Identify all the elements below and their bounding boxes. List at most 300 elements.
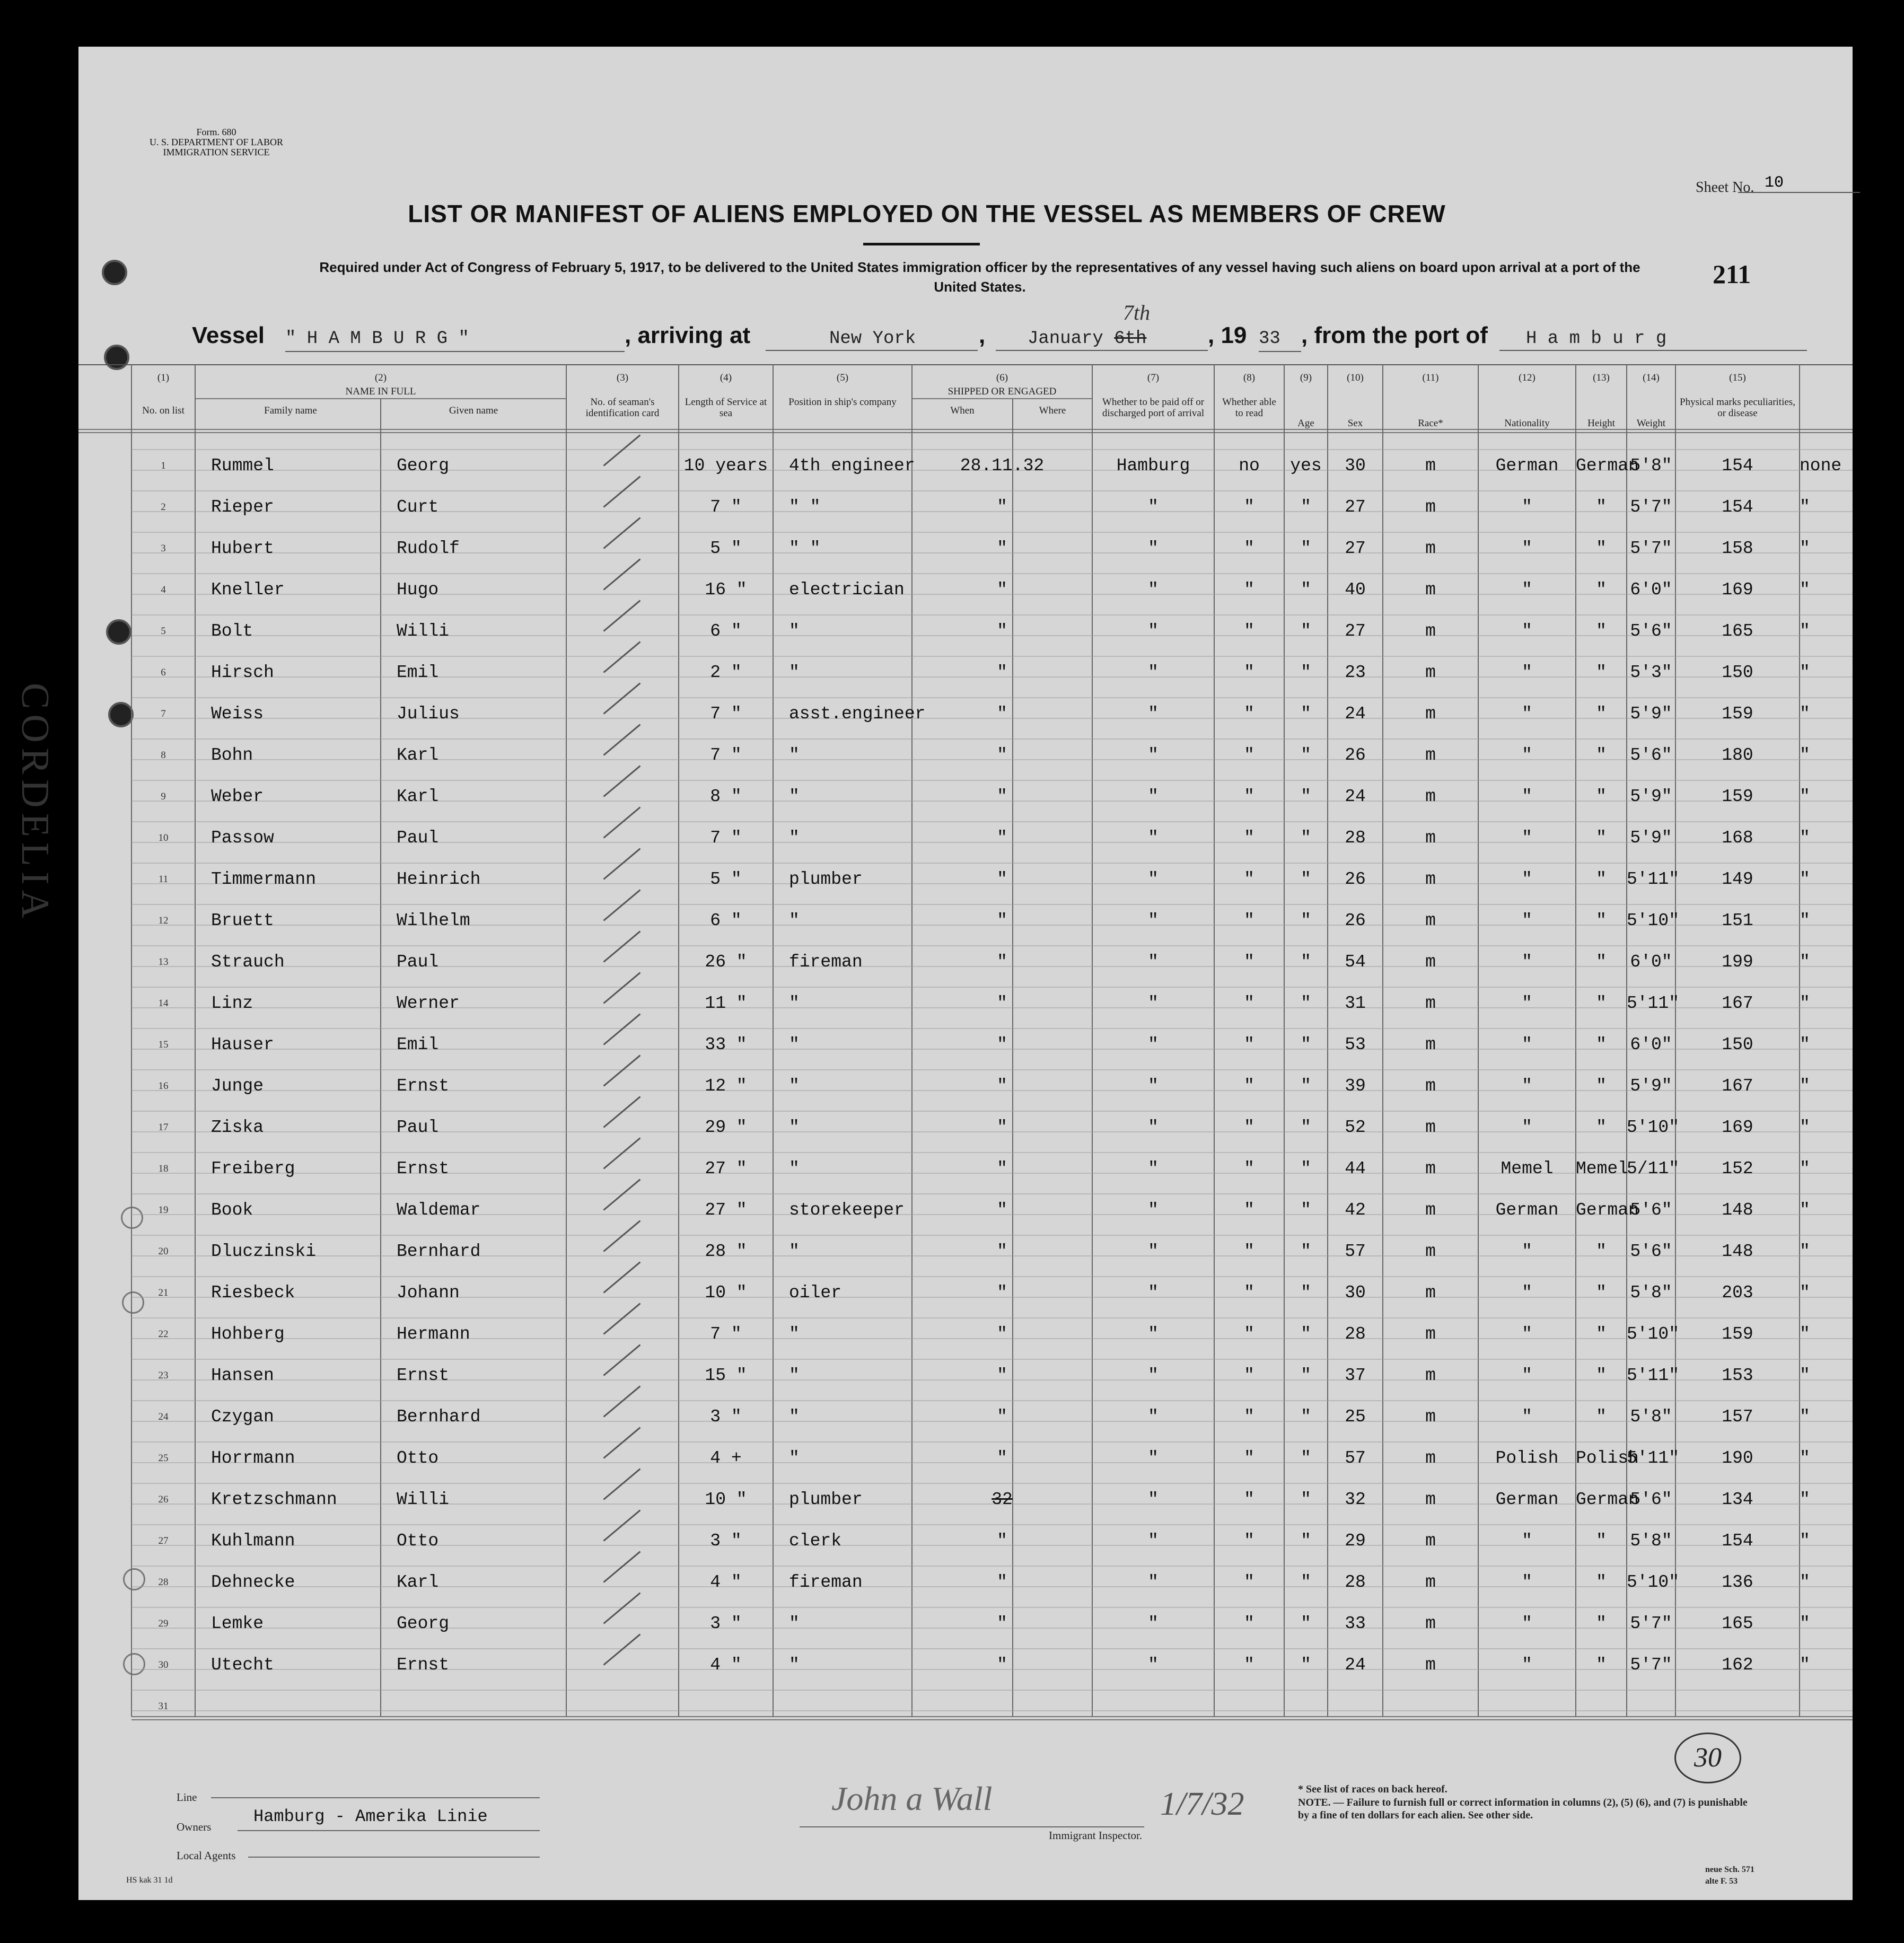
cell-family: Kneller — [211, 580, 285, 600]
cell-n: 21 — [158, 1287, 169, 1298]
cell-age: 26 — [1345, 869, 1366, 889]
cell-height: 6'0" — [1630, 952, 1672, 972]
cell-height: 5'9" — [1630, 704, 1672, 724]
cell-service: 11 " — [705, 994, 747, 1013]
cell-given: Bernhard — [397, 1242, 481, 1261]
cell-height: 6'0" — [1630, 1035, 1672, 1054]
cell-race: " — [1522, 1531, 1532, 1551]
cell-paid: " — [1244, 621, 1254, 641]
cell-where: " — [1148, 745, 1159, 765]
cell-weight: 169 — [1722, 1118, 1753, 1137]
cell-race: " — [1522, 1035, 1532, 1054]
cell-age: 57 — [1345, 1448, 1366, 1468]
cell-marks: " — [1800, 1324, 1810, 1344]
margin-note: CORDELIA — [13, 683, 57, 924]
cell-age: 30 — [1345, 456, 1366, 476]
cell-sex: m — [1425, 787, 1436, 806]
cell-service: 27 " — [705, 1159, 747, 1179]
cell-when: " — [997, 869, 1007, 889]
cell-given: Hugo — [397, 580, 439, 600]
cell-n: 27 — [158, 1535, 169, 1546]
cell-height: 5'7" — [1630, 497, 1672, 517]
cell-paid: " — [1244, 911, 1254, 930]
cell-sex: m — [1425, 621, 1436, 641]
cell-nat: " — [1596, 828, 1607, 848]
cell-age: 53 — [1345, 1035, 1366, 1054]
cell-n: 17 — [158, 1122, 169, 1133]
cell-height: 5'6" — [1630, 1200, 1672, 1220]
cell-marks: " — [1800, 911, 1810, 930]
cell-age: 26 — [1345, 745, 1366, 765]
cell-height: 5'8" — [1630, 1531, 1672, 1551]
cell-age: 37 — [1345, 1366, 1366, 1385]
cell-family: Dehnecke — [211, 1572, 295, 1592]
cell-read: " — [1301, 1407, 1311, 1427]
cell-when: " — [997, 1076, 1007, 1096]
cell-n: 12 — [158, 915, 169, 926]
cell-paid: " — [1244, 1448, 1254, 1468]
cell-given: Ernst — [397, 1366, 450, 1385]
subheader-where: Where — [1039, 405, 1066, 416]
cell-nat: German — [1576, 1490, 1639, 1509]
cell-n: 28 — [158, 1577, 169, 1588]
cell-when: " — [997, 745, 1007, 765]
cell-when: " — [997, 787, 1007, 806]
cell-weight: 159 — [1722, 704, 1753, 724]
cell-height: 5'9" — [1630, 1076, 1672, 1096]
cell-n: 3 — [161, 543, 166, 554]
cell-nat: " — [1596, 1366, 1607, 1385]
cell-height: 5'3" — [1630, 663, 1672, 682]
cell-age: 54 — [1345, 952, 1366, 972]
cell-height: 5'6" — [1630, 745, 1672, 765]
cell-sex: m — [1425, 1490, 1436, 1509]
cell-n: 19 — [158, 1205, 169, 1216]
cell-nat: " — [1596, 1324, 1607, 1344]
cell-family: Hansen — [211, 1366, 274, 1385]
cell-n: 13 — [158, 956, 169, 968]
cell-position: " — [789, 1655, 800, 1675]
cell-position: 4th engineer — [789, 456, 915, 476]
cell-nat: " — [1596, 745, 1607, 765]
cell-when: " — [997, 704, 1007, 724]
owners-line — [238, 1829, 540, 1831]
cell-given: Emil — [397, 1035, 439, 1054]
cell-where: " — [1148, 539, 1159, 558]
cell-when: " — [997, 1242, 1007, 1261]
column-number: (8) — [1243, 372, 1256, 383]
cell-family: Timmermann — [211, 869, 317, 889]
cell-age: 28 — [1345, 1572, 1366, 1592]
cell-where: " — [1148, 1283, 1159, 1303]
cell-weight: 203 — [1722, 1283, 1753, 1303]
cell-service: 29 " — [705, 1118, 747, 1137]
cell-read: " — [1301, 1572, 1311, 1592]
cell-n: 10 — [158, 832, 169, 843]
cell-weight: 154 — [1722, 456, 1753, 476]
cell-where: " — [1148, 1448, 1159, 1468]
cell-age: 26 — [1345, 911, 1366, 930]
cell-marks: " — [1800, 828, 1810, 848]
cell-n: 5 — [161, 626, 166, 637]
cell-nat: German — [1576, 456, 1639, 476]
agents-line — [248, 1856, 540, 1858]
cell-nat: Memel — [1576, 1159, 1629, 1179]
cell-service: 6 " — [710, 911, 742, 930]
from-label: , from the port of — [1301, 322, 1488, 348]
cell-when: " — [997, 994, 1007, 1013]
cell-age: 24 — [1345, 1655, 1366, 1675]
cell-service: 3 " — [710, 1531, 742, 1551]
cell-given: Ernst — [397, 1655, 450, 1675]
cell-read: " — [1301, 911, 1311, 930]
cell-paid: " — [1244, 1242, 1254, 1261]
cell-read: " — [1301, 1283, 1311, 1303]
cell-where: " — [1148, 1655, 1159, 1675]
cell-marks: " — [1800, 580, 1810, 600]
cell-paid: " — [1244, 1159, 1254, 1179]
cell-n: 11 — [158, 874, 169, 885]
cell-family: Passow — [211, 828, 274, 848]
cell-given: Georg — [397, 456, 450, 476]
cell-age: 25 — [1345, 1407, 1366, 1427]
cell-when: " — [997, 1407, 1007, 1427]
cell-weight: 149 — [1722, 869, 1753, 889]
cell-sex: m — [1425, 1407, 1436, 1427]
cell-when: " — [997, 497, 1007, 517]
cell-when: 28.11.32 — [960, 456, 1045, 476]
column-header: NAME IN FULL — [345, 386, 416, 397]
cell-given: Paul — [397, 1118, 439, 1137]
cell-when: 32 — [992, 1490, 1013, 1509]
cell-age: 32 — [1345, 1490, 1366, 1509]
cell-nat: " — [1596, 952, 1607, 972]
cell-height: 5'11" — [1627, 869, 1680, 889]
cell-marks: " — [1800, 1407, 1810, 1427]
cell-paid: " — [1244, 1118, 1254, 1137]
cell-where: " — [1148, 1531, 1159, 1551]
cell-n: 29 — [158, 1618, 169, 1629]
cell-nat: " — [1596, 787, 1607, 806]
form-number: Form. 680 — [196, 127, 236, 137]
cell-position: " " — [789, 497, 821, 517]
sheet-number: 10 — [1738, 174, 1860, 193]
cell-height: 5'8" — [1630, 1283, 1672, 1303]
cell-service: 7 " — [710, 704, 742, 724]
cell-given: Bernhard — [397, 1407, 481, 1427]
cell-age: 33 — [1345, 1614, 1366, 1633]
cell-given: Wilhelm — [397, 911, 470, 930]
cell-nat: " — [1596, 1531, 1607, 1551]
cell-marks: " — [1800, 745, 1810, 765]
cell-race: " — [1522, 580, 1532, 600]
cell-when: " — [997, 1614, 1007, 1633]
cell-age: 24 — [1345, 787, 1366, 806]
cell-position: oiler — [789, 1283, 842, 1303]
cell-family: Rieper — [211, 497, 274, 517]
arriving-label: , arriving at — [625, 322, 751, 348]
service-name: IMMIGRATION SERVICE — [163, 147, 270, 157]
cell-service: 5 " — [710, 539, 742, 558]
cell-n: 24 — [158, 1411, 169, 1422]
cell-sex: m — [1425, 911, 1436, 930]
cell-sex: m — [1425, 994, 1436, 1013]
cell-age: 29 — [1345, 1531, 1366, 1551]
column-header: Race* — [1418, 418, 1443, 429]
cell-weight: 157 — [1722, 1407, 1753, 1427]
cell-service: 26 " — [705, 952, 747, 972]
cell-weight: 150 — [1722, 663, 1753, 682]
cell-read: " — [1301, 580, 1311, 600]
cell-position: plumber — [789, 869, 863, 889]
arrival-year: 33 — [1259, 329, 1301, 352]
cell-race: " — [1522, 994, 1532, 1013]
cell-n: 26 — [158, 1494, 169, 1505]
cell-sex: m — [1425, 1242, 1436, 1261]
cell-when: " — [997, 1531, 1007, 1551]
cell-when: " — [997, 1035, 1007, 1054]
column-number: (14) — [1643, 372, 1660, 383]
print-code: HS kak 31 1d — [126, 1876, 173, 1885]
column-number: (4) — [720, 372, 732, 383]
cell-when: " — [997, 621, 1007, 641]
cell-age: 31 — [1345, 994, 1366, 1013]
cell-family: Riesbeck — [211, 1283, 295, 1303]
cell-paid: " — [1244, 787, 1254, 806]
cell-read: " — [1301, 1242, 1311, 1261]
cell-age: 27 — [1345, 621, 1366, 641]
cell-height: 5'10" — [1627, 911, 1680, 930]
column-header: No. on list — [142, 405, 185, 416]
cell-paid: " — [1244, 994, 1254, 1013]
cell-read: " — [1301, 1159, 1311, 1179]
cell-marks: none — [1800, 456, 1842, 476]
arrival-month: January — [1028, 329, 1103, 349]
cell-n: 31 — [158, 1701, 169, 1712]
cell-weight: 150 — [1722, 1035, 1753, 1054]
cell-where: " — [1148, 952, 1159, 972]
cell-sex: m — [1425, 1448, 1436, 1468]
cell-marks: " — [1800, 1200, 1810, 1220]
column-number: (1) — [157, 372, 170, 383]
cell-given: Werner — [397, 994, 460, 1013]
cell-family: Junge — [211, 1076, 264, 1096]
cell-read: " — [1301, 1448, 1311, 1468]
cell-where: " — [1148, 787, 1159, 806]
column-header: Sex — [1347, 418, 1363, 429]
cell-when: " — [997, 1448, 1007, 1468]
cell-sex: m — [1425, 1159, 1436, 1179]
cell-service: 2 " — [710, 663, 742, 682]
cell-sex: m — [1425, 663, 1436, 682]
cell-paid: " — [1244, 1035, 1254, 1054]
column-number: (7) — [1147, 372, 1160, 383]
cell-position: " — [789, 1324, 800, 1344]
cell-sex: m — [1425, 704, 1436, 724]
column-number: (13) — [1593, 372, 1610, 383]
cell-race: " — [1522, 1655, 1532, 1675]
cell-age: 24 — [1345, 704, 1366, 724]
cell-race: " — [1522, 704, 1532, 724]
cell-paid: " — [1244, 1200, 1254, 1220]
cell-read: " — [1301, 1324, 1311, 1344]
cell-n: 9 — [161, 791, 166, 802]
cell-given: Karl — [397, 787, 439, 806]
cell-when: " — [997, 952, 1007, 972]
cell-nat: " — [1596, 1407, 1607, 1427]
owners-label: Owners — [177, 1821, 212, 1833]
cell-race: " — [1522, 1118, 1532, 1137]
cell-position: " — [789, 1118, 800, 1137]
cell-sex: m — [1425, 952, 1436, 972]
cell-weight: 180 — [1722, 745, 1753, 765]
subheader-family: Family name — [264, 405, 317, 416]
cell-service: 12 " — [705, 1076, 747, 1096]
cell-weight: 168 — [1722, 828, 1753, 848]
cell-weight: 190 — [1722, 1448, 1753, 1468]
cell-race: " — [1522, 663, 1532, 682]
cell-family: Bruett — [211, 911, 274, 930]
cell-where: " — [1148, 911, 1159, 930]
cell-paid: " — [1244, 1490, 1254, 1509]
cell-nat: " — [1596, 580, 1607, 600]
cell-given: Paul — [397, 828, 439, 848]
cell-height: 5'6" — [1630, 1490, 1672, 1509]
penalty-note: NOTE. — Failure to furnish full or correct information in columns (2), (5) (6), and (7) is punishable by a fine of ten dollars for each alien. See other side. — [1298, 1797, 1748, 1821]
circled-count: 30 — [1674, 1733, 1741, 1783]
cell-where: " — [1148, 1407, 1159, 1427]
cell-position: " — [789, 828, 800, 848]
cell-sex: m — [1425, 1076, 1436, 1096]
column-header: Position in ship's company — [788, 397, 897, 408]
cell-where: " — [1148, 1200, 1159, 1220]
cell-n: 16 — [158, 1080, 169, 1092]
cell-where: " — [1148, 497, 1159, 517]
column-header: Age — [1297, 418, 1314, 429]
cell-weight: 199 — [1722, 952, 1753, 972]
cell-position: plumber — [789, 1490, 863, 1509]
cell-race: German — [1495, 1200, 1559, 1220]
comma: , — [979, 322, 986, 348]
cell-paid: no — [1239, 456, 1260, 476]
inspection-date: 1/7/32 — [1160, 1786, 1244, 1822]
cell-n: 1 — [161, 460, 166, 471]
cell-read: " — [1301, 828, 1311, 848]
cell-paid: " — [1244, 497, 1254, 517]
cell-age: 27 — [1345, 497, 1366, 517]
cell-race: " — [1522, 869, 1532, 889]
cell-read: " — [1301, 539, 1311, 558]
column-number: (10) — [1347, 372, 1364, 383]
cell-height: 5'11" — [1627, 994, 1680, 1013]
cell-marks: " — [1800, 1118, 1810, 1137]
cell-paid: " — [1244, 952, 1254, 972]
cell-marks: " — [1800, 1572, 1810, 1592]
cell-where: " — [1148, 1118, 1159, 1137]
cell-family: Dluczinski — [211, 1242, 317, 1261]
cell-race: " — [1522, 828, 1532, 848]
year-prefix: , 19 — [1208, 322, 1247, 348]
cell-nat: " — [1596, 1035, 1607, 1054]
cell-when: " — [997, 1324, 1007, 1344]
cell-when: " — [997, 1159, 1007, 1179]
cell-n: 18 — [158, 1163, 169, 1174]
cell-race: " — [1522, 497, 1532, 517]
cell-sex: m — [1425, 1035, 1436, 1054]
cell-family: Hirsch — [211, 663, 274, 682]
cell-given: Ernst — [397, 1076, 450, 1096]
cell-sex: m — [1425, 1283, 1436, 1303]
cell-where: " — [1148, 994, 1159, 1013]
cell-sex: m — [1425, 1531, 1436, 1551]
cell-given: Otto — [397, 1448, 439, 1468]
column-header: Whether able to read — [1222, 397, 1276, 419]
document-title: LIST OR MANIFEST OF ALIENS EMPLOYED ON THE VESSEL AS MEMBERS OF CREW — [408, 200, 1446, 227]
agents-label: Local Agents — [177, 1849, 236, 1862]
column-header: Height — [1587, 418, 1615, 429]
cell-where: " — [1148, 869, 1159, 889]
cell-height: 5'6" — [1630, 621, 1672, 641]
cell-marks: " — [1800, 1490, 1810, 1509]
inspector-signature: John a Wall — [831, 1780, 993, 1817]
column-number: (3) — [616, 372, 629, 383]
line-label: Line — [177, 1791, 197, 1804]
cell-given: Willi — [397, 1490, 450, 1509]
cell-age: 28 — [1345, 1324, 1366, 1344]
cell-nat: " — [1596, 1655, 1607, 1675]
cell-age: 42 — [1345, 1200, 1366, 1220]
cell-family: Weiss — [211, 704, 264, 724]
cell-family: Bohn — [211, 745, 253, 765]
cell-n: 20 — [158, 1246, 169, 1257]
cell-position: " — [789, 1366, 800, 1385]
cell-nat: " — [1596, 1076, 1607, 1096]
cell-paid: " — [1244, 1655, 1254, 1675]
cell-where: " — [1148, 1076, 1159, 1096]
cell-weight: 153 — [1722, 1366, 1753, 1385]
cell-position: " — [789, 663, 800, 682]
cell-paid: " — [1244, 1614, 1254, 1633]
cell-weight: 162 — [1722, 1655, 1753, 1675]
cell-race: " — [1522, 911, 1532, 930]
cell-where: " — [1148, 1572, 1159, 1592]
cell-height: 5'10" — [1627, 1118, 1680, 1137]
cell-service: 16 " — [705, 580, 747, 600]
cell-n: 23 — [158, 1370, 169, 1381]
cell-race: " — [1522, 1242, 1532, 1261]
cell-given: Georg — [397, 1614, 450, 1633]
races-note: * See list of races on back hereof. — [1298, 1783, 1447, 1795]
cell-family: Hohberg — [211, 1324, 285, 1344]
cell-paid: " — [1244, 704, 1254, 724]
cell-read: " — [1301, 1490, 1311, 1509]
cell-height: 5'6" — [1630, 1242, 1672, 1261]
cell-read: " — [1301, 1366, 1311, 1385]
cell-n: 15 — [158, 1039, 169, 1050]
cell-weight: 151 — [1722, 911, 1753, 930]
cell-position: " — [789, 1035, 800, 1054]
cell-service: 10 " — [705, 1490, 747, 1509]
cell-nat: " — [1596, 497, 1607, 517]
cell-marks: " — [1800, 704, 1810, 724]
cell-read: " — [1301, 621, 1311, 641]
cell-read: yes — [1290, 456, 1322, 476]
cell-position: asst.engineer — [789, 704, 926, 724]
cell-height: 5'8" — [1630, 1407, 1672, 1427]
cell-race: " — [1522, 539, 1532, 558]
cell-marks: " — [1800, 621, 1810, 641]
cell-sex: m — [1425, 828, 1436, 848]
